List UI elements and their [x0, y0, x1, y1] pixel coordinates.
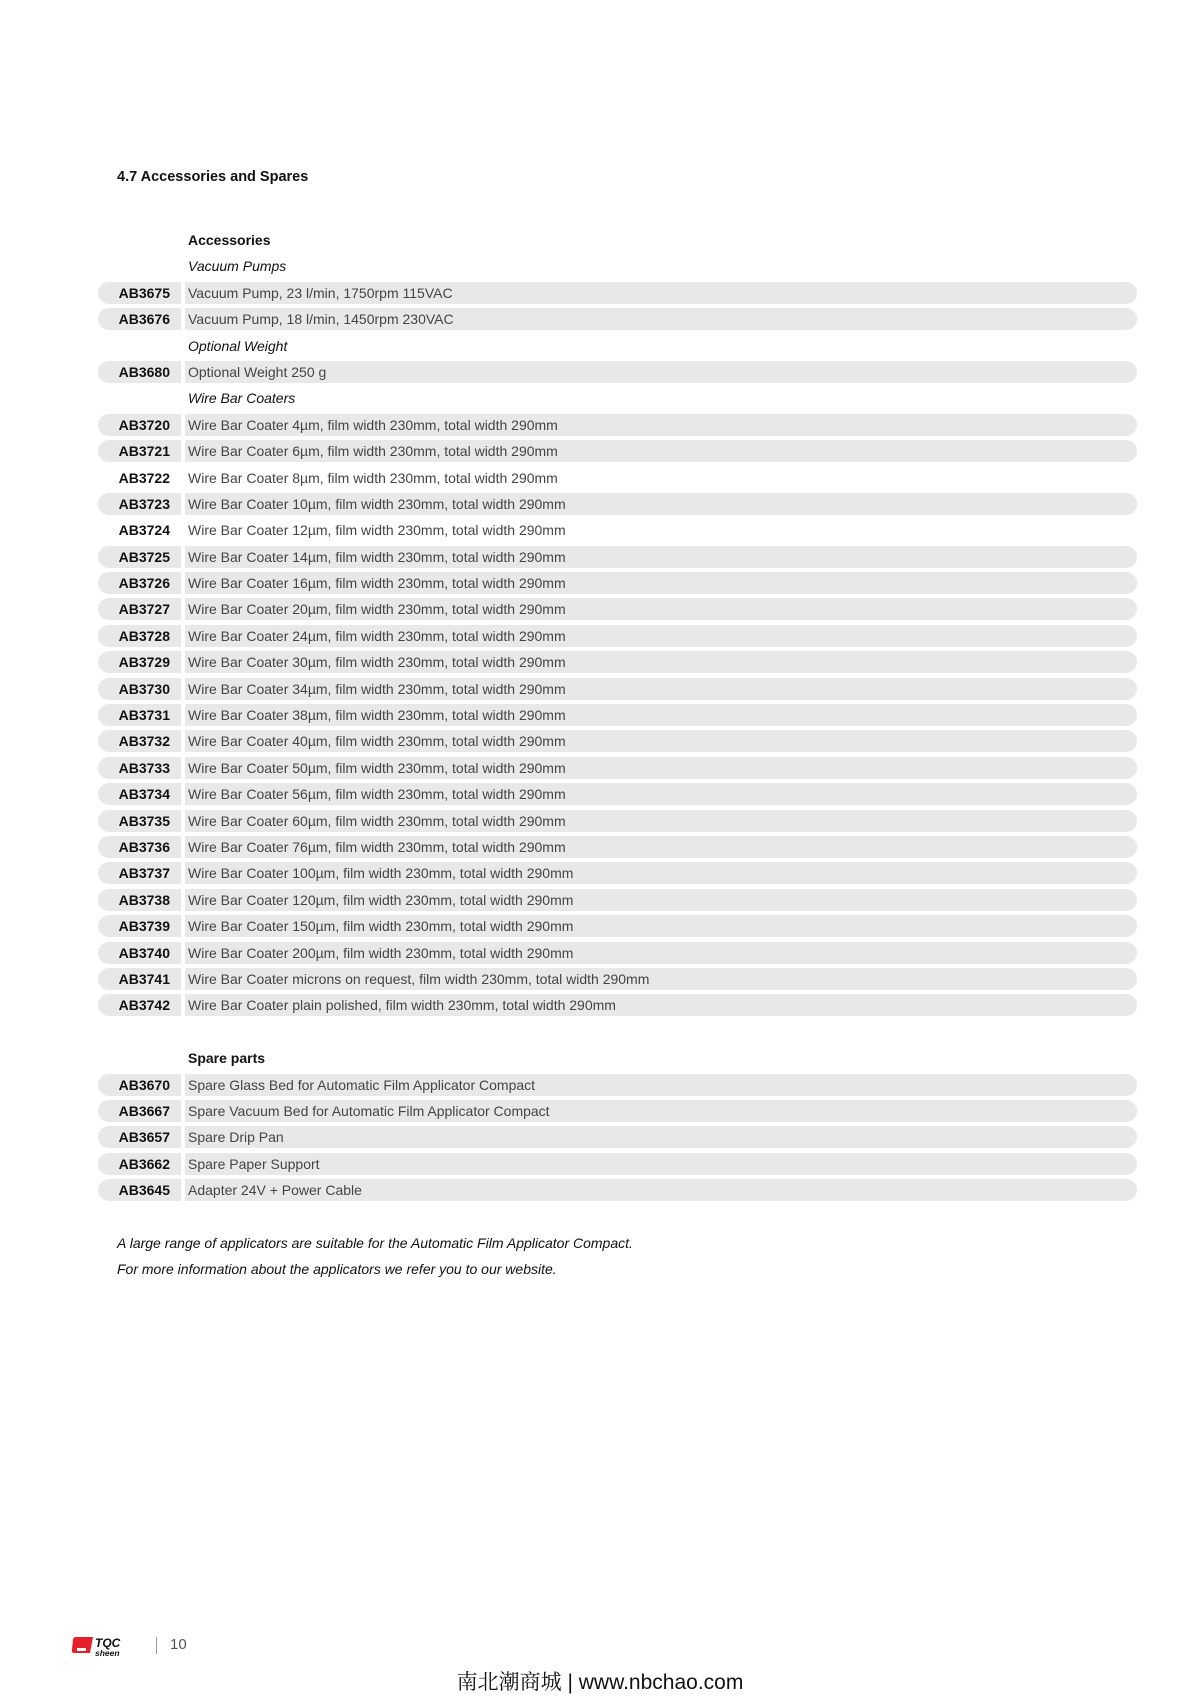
subgroup-heading: [98, 385, 1137, 411]
table-row: [98, 728, 1137, 754]
row-text: Spare parts: [188, 1050, 266, 1067]
table-row: [98, 596, 1137, 622]
part-description: Spare Glass Bed for Automatic Film Applicator Compact: [185, 1074, 1137, 1096]
part-code: AB3676: [98, 308, 181, 330]
part-description: Wire Bar Coater 12µm, film width 230mm, total width 290mm: [188, 522, 566, 539]
part-description: Spare Drip Pan: [185, 1126, 1137, 1148]
table-row: [98, 544, 1137, 570]
part-description: Wire Bar Coater 120µm, film width 230mm, total width 290mm: [185, 889, 1137, 911]
table-row: [98, 649, 1137, 675]
table-row: [98, 1151, 1137, 1177]
part-description: Wire Bar Coater 60µm, film width 230mm, total width 290mm: [185, 810, 1137, 832]
table-row: [98, 1124, 1137, 1150]
subgroup-heading: [98, 253, 1137, 279]
table-row: [98, 676, 1137, 702]
part-code: AB3667: [98, 1100, 181, 1122]
table-row: [98, 834, 1137, 860]
table-row: [98, 465, 1137, 491]
part-code: AB3680: [98, 361, 181, 383]
part-code: AB3738: [98, 889, 181, 911]
section-title: 4.7 Accessories and Spares: [117, 169, 309, 185]
table-row: [98, 992, 1137, 1018]
table-row: [98, 1098, 1137, 1124]
part-description: Wire Bar Coater 4µm, film width 230mm, total width 290mm: [185, 414, 1137, 436]
part-code: AB3736: [98, 836, 181, 858]
table-row: [98, 412, 1137, 438]
part-code: AB3735: [98, 810, 181, 832]
group-heading: [98, 227, 1137, 253]
part-description: Vacuum Pump, 18 l/min, 1450rpm 230VAC: [185, 308, 1137, 330]
part-description: Optional Weight 250 g: [185, 361, 1137, 383]
part-code: AB3733: [98, 757, 181, 779]
part-description: Wire Bar Coater microns on request, film width 230mm, total width 290mm: [185, 968, 1137, 990]
table-row: [98, 887, 1137, 913]
part-description: Spare Paper Support: [185, 1153, 1137, 1175]
part-code: AB3730: [98, 678, 181, 700]
row-text: Vacuum Pumps: [188, 258, 287, 275]
part-description: Wire Bar Coater 20µm, film width 230mm, total width 290mm: [185, 598, 1137, 620]
subgroup-heading: [98, 333, 1137, 359]
row-text: Accessories: [188, 232, 271, 248]
part-code: AB3726: [98, 572, 181, 594]
part-description: Wire Bar Coater plain polished, film width 230mm, total width 290mm: [185, 994, 1137, 1016]
spacer: [98, 1203, 1137, 1229]
part-code: AB3742: [98, 994, 181, 1016]
part-description: Wire Bar Coater 8µm, film width 230mm, total width 290mm: [188, 469, 558, 486]
svg-text:TQC: TQC: [95, 1636, 121, 1650]
table-row: [98, 623, 1137, 649]
part-description: Wire Bar Coater 6µm, film width 230mm, total width 290mm: [185, 440, 1137, 462]
part-description: Wire Bar Coater 30µm, film width 230mm, total width 290mm: [185, 651, 1137, 673]
part-description: Wire Bar Coater 200µm, film width 230mm, total width 290mm: [185, 942, 1137, 964]
part-description: Wire Bar Coater 150µm, film width 230mm, total width 290mm: [185, 915, 1137, 937]
part-code: AB3657: [98, 1126, 181, 1148]
note-line: [98, 1256, 1137, 1282]
part-code: AB3670: [98, 1074, 181, 1096]
table-row: [98, 808, 1137, 834]
tqc-sheen-logo: [71, 1636, 141, 1658]
part-code: AB3722: [118, 469, 170, 486]
part-code: AB3741: [98, 968, 181, 990]
part-description: Wire Bar Coater 14µm, film width 230mm, total width 290mm: [185, 546, 1137, 568]
part-code: AB3732: [98, 730, 181, 752]
part-code: AB3724: [118, 522, 170, 539]
svg-text:sheen: sheen: [95, 1648, 120, 1658]
table-row: [98, 702, 1137, 728]
table-row: [98, 491, 1137, 517]
part-description: Spare Vacuum Bed for Automatic Film Applicator Compact: [185, 1100, 1137, 1122]
part-description: Wire Bar Coater 40µm, film width 230mm, total width 290mm: [185, 730, 1137, 752]
group-heading: [98, 1045, 1137, 1071]
table-row: [98, 517, 1137, 543]
spacer: [98, 1019, 1137, 1045]
table-row: [98, 570, 1137, 596]
part-description: Vacuum Pump, 23 l/min, 1750rpm 115VAC: [185, 282, 1137, 304]
table-row: [98, 1072, 1137, 1098]
part-code: AB3720: [98, 414, 181, 436]
part-description: Wire Bar Coater 10µm, film width 230mm, total width 290mm: [185, 493, 1137, 515]
part-description: Wire Bar Coater 38µm, film width 230mm, total width 290mm: [185, 704, 1137, 726]
table-row: [98, 860, 1137, 886]
part-code: AB3727: [98, 598, 181, 620]
table-row: [98, 359, 1137, 385]
table-row: [98, 781, 1137, 807]
part-description: Wire Bar Coater 76µm, film width 230mm, total width 290mm: [185, 836, 1137, 858]
part-description: Adapter 24V + Power Cable: [185, 1179, 1137, 1201]
footer-divider: [156, 1637, 157, 1654]
part-code: AB3740: [98, 942, 181, 964]
table-row: [98, 1177, 1137, 1203]
part-code: AB3721: [98, 440, 181, 462]
note-line: [98, 1230, 1137, 1256]
row-text: Wire Bar Coaters: [188, 390, 296, 407]
part-code: AB3728: [98, 625, 181, 647]
part-description: Wire Bar Coater 100µm, film width 230mm, total width 290mm: [185, 862, 1137, 884]
part-code: AB3723: [98, 493, 181, 515]
part-description: Wire Bar Coater 34µm, film width 230mm, total width 290mm: [185, 678, 1137, 700]
part-description: Wire Bar Coater 24µm, film width 230mm, total width 290mm: [185, 625, 1137, 647]
watermark: 南北潮商城 | www.nbchao.com: [456, 1671, 744, 1694]
table-row: [98, 306, 1137, 332]
table-row: [98, 280, 1137, 306]
table-row: [98, 966, 1137, 992]
table-row: [98, 913, 1137, 939]
part-code: AB3725: [98, 546, 181, 568]
part-code: AB3737: [98, 862, 181, 884]
part-code: AB3662: [98, 1153, 181, 1175]
part-description: Wire Bar Coater 56µm, film width 230mm, total width 290mm: [185, 783, 1137, 805]
table-row: [98, 438, 1137, 464]
part-code: AB3731: [98, 704, 181, 726]
part-code: AB3734: [98, 783, 181, 805]
parts-table: [98, 227, 1137, 1283]
part-code: AB3729: [98, 651, 181, 673]
part-code: AB3675: [98, 282, 181, 304]
row-text: For more information about the applicators we refer you to our website.: [117, 1261, 557, 1278]
part-description: Wire Bar Coater 50µm, film width 230mm, total width 290mm: [185, 757, 1137, 779]
row-text: A large range of applicators are suitable for the Automatic Film Applicator Compact.: [117, 1234, 633, 1251]
page-number: 10: [170, 1636, 187, 1653]
table-row: [98, 940, 1137, 966]
part-code: AB3739: [98, 915, 181, 937]
part-description: Wire Bar Coater 16µm, film width 230mm, total width 290mm: [185, 572, 1137, 594]
row-text: Optional Weight: [188, 337, 288, 354]
part-code: AB3645: [98, 1179, 181, 1201]
table-row: [98, 755, 1137, 781]
